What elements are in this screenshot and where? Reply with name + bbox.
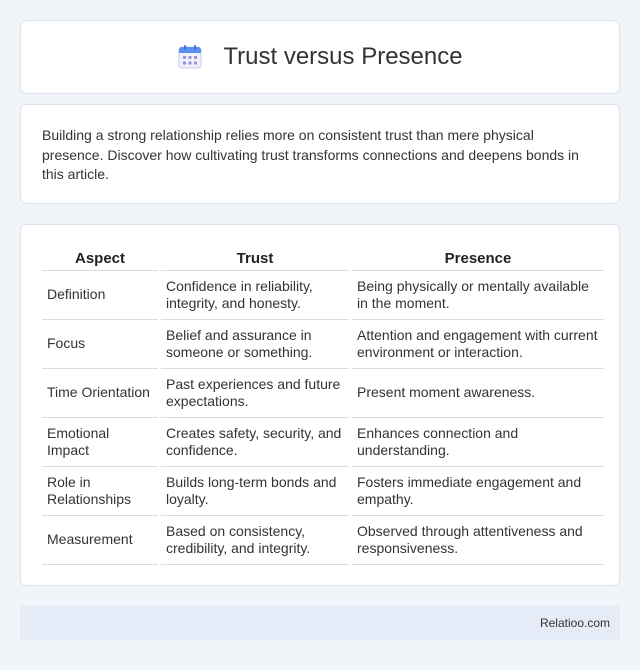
table-row — [42, 369, 604, 418]
footer-site-link[interactable]: Relatioo.com — [539, 616, 610, 630]
aspect-cell: Time Orientation — [42, 369, 158, 418]
title-wrap — [177, 43, 462, 71]
table-row — [42, 418, 604, 467]
table-row — [42, 516, 604, 565]
table-row — [42, 467, 604, 516]
column-header-trust: Trust — [161, 245, 349, 271]
table-header-row — [42, 245, 604, 271]
trust-cell: Based on consistency, credibility, and integrity. — [161, 516, 349, 565]
presence-cell: Present moment awareness. — [352, 369, 604, 418]
aspect-cell: Role in Relationships — [42, 467, 158, 516]
presence-cell: Enhances connection and understanding. — [352, 418, 604, 467]
trust-cell: Creates safety, security, and confidence. — [161, 418, 349, 467]
trust-cell: Past experiences and future expectations. — [161, 369, 349, 418]
aspect-cell: Definition — [42, 271, 158, 320]
comparison-table — [39, 245, 607, 565]
column-header-aspect: Aspect — [42, 245, 158, 271]
aspect-cell: Measurement — [42, 516, 158, 565]
trust-cell: Belief and assurance in someone or something. — [161, 320, 349, 369]
presence-cell: Attention and engagement with current environment or interaction. — [352, 320, 604, 369]
table-row — [42, 320, 604, 369]
title-card — [20, 20, 620, 94]
intro-card — [20, 104, 620, 204]
page-title: Trust versus Presence — [223, 43, 463, 70]
aspect-cell: Emotional Impact — [42, 418, 158, 467]
table-row — [42, 271, 604, 320]
trust-cell: Builds long-term bonds and loyalty. — [161, 467, 349, 516]
presence-cell: Being physically or mentally available in the moment. — [352, 271, 604, 320]
aspect-cell: Focus — [42, 320, 158, 369]
trust-cell: Confidence in reliability, integrity, and honesty. — [161, 271, 349, 320]
calendar-icon — [177, 44, 203, 70]
footer — [20, 606, 620, 640]
presence-cell: Observed through attentiveness and responsiveness. — [352, 516, 604, 565]
intro-paragraph: Building a strong relationship relies more on consistent trust than mere physical presence. Discover how cultivating trust transforms connections and deepens bonds in this article. — [42, 127, 579, 182]
column-header-presence: Presence — [352, 245, 604, 271]
comparison-card — [20, 224, 620, 586]
presence-cell: Fosters immediate engagement and empathy. — [352, 467, 604, 516]
